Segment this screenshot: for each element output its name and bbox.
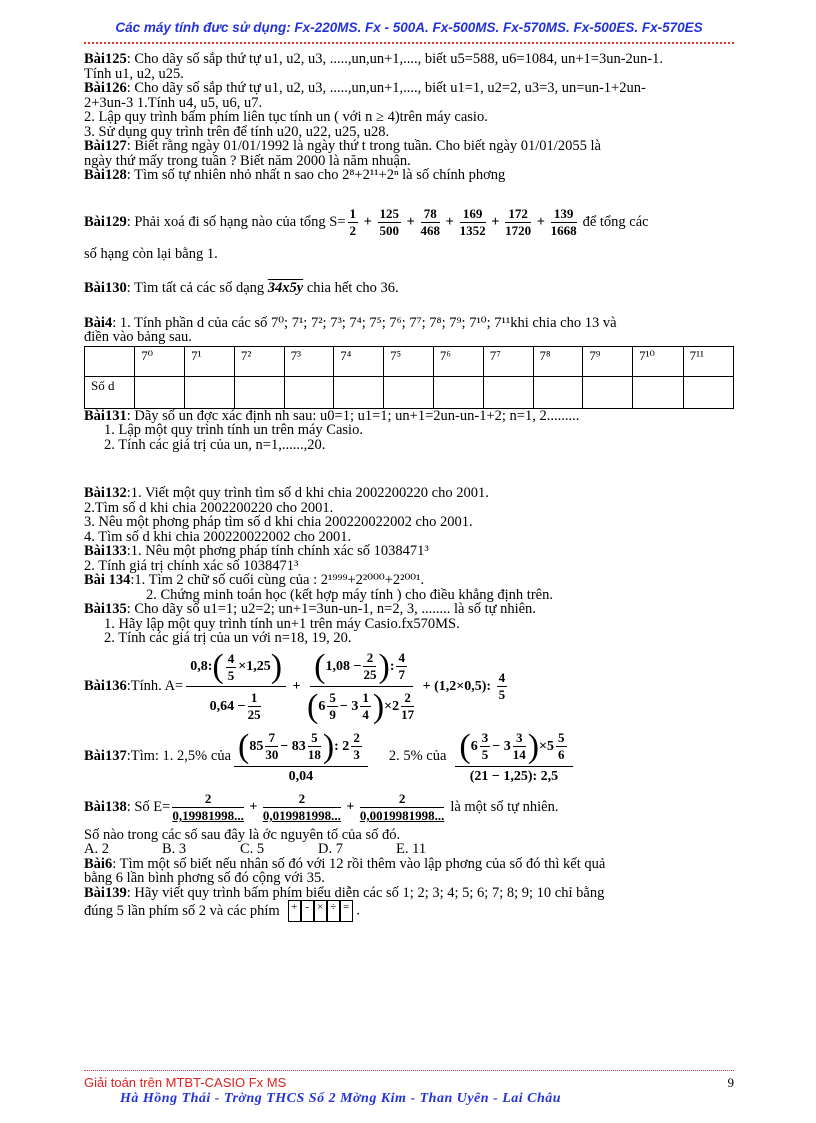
problem-137: Bài137 :Tìm: 1. 2,5% của ( 85 $\frac{7}{30}$ − 83 $\frac{5}{18}$ ) : 2 $\frac{2}{3}$ 0,04 2. 5% của ( 6 $\frac{3}{5}$ − 3 $\frac{3}{14}$ ) ×5 $\frac{5}{6}$ (21 − 1,25): 2,5 [84, 730, 734, 784]
page-footer: Giải toán trên MTBT-CASIO Fx MS 9 [84, 1075, 734, 1090]
table-header-cell: 7² [234, 346, 284, 376]
table-header-cell: 7⁸ [533, 346, 583, 376]
problem-132: Bài132:1. Viết một quy trình tìm số d khi chia 2002200220 cho 2001. [84, 485, 489, 501]
answer-cell[interactable] [533, 376, 583, 408]
answer-cell[interactable] [185, 376, 235, 408]
table-header-cell: 7⁶ [433, 346, 483, 376]
problem-127: Bài127: Biết rằng ngày 01/01/1992 là ngày thứ t trong tuần. Cho biết ngày 01/01/2055 là [84, 138, 601, 154]
plus-key-icon: + [288, 900, 301, 922]
plus-sign: + [403, 213, 419, 230]
answer-cell[interactable] [135, 376, 185, 408]
remainder-table [84, 346, 734, 409]
problem-4: Bài4: 1. Tính phần d của các số 7⁰; 7¹; 7²; 7³; 7⁴; 7⁵; 7⁶; 7⁷; 7⁸; 7⁹; 7¹⁰; 7¹¹khi chia cho 13 và [84, 314, 617, 331]
document-body: Bài125: Cho dãy số sắp thứ tự u1, u2, u3, .....,un,un+1,...., biết u5=588, u6=1084, un+1=3un-2un-1. Tính u1, u2, u25. Bài126: Cho dãy số sắp thứ tự u1, u2, u3, .....,un,un+1,...., biết u1=1, u2=2, u3=3, un=un-1+2un- 2+3un-3 1.Tính u4, u5, u6, u7. 2. Lập quy trình bấm phím liên tục tính un ( với n ≥ 4)trên máy casio. 3. Sử dụng quy trình trên để tính u20, u22, u25, u28. Bài127: Biết rằng ngày 01/01/1992 là ngày thứ t trong tuần. Cho biết ngày 01/01/2055 là ngày thứ mấy trong tuần ? Biết năm 2000 là năm nhuận. Bài128: Tìm số tự nhiên nhỏ nhất n sao cho 2⁸+2¹¹+2ⁿ là số chính phơng Bài129 : Phải xoá đi số hạng nào của tổng S= $\frac{1}{2}$ + $\frac{125}{500}$ + $\frac{78}{468}$ + $\frac{169}{1352}$ + $\frac{172}{1720}$ + $\frac{139}{1668}$ để tổng các số hạng còn lại bằng 1. Bài130: Tìm tất cả các số dạng 34x5y chia hết cho 36. Bài4: 1. Tính phần d của các số 7⁰; 7¹; 7²; 7³; 7⁴; 7⁵; 7⁶; 7⁷; 7⁸; 7⁹; 7¹⁰; 7¹¹khi chia cho 13 và điền vào bảng sau. 7⁰ 7¹ 7² 7³ 7⁴ 7⁵ 7⁶ 7⁷ 7⁸ 7⁹ 7¹⁰ 7¹¹ Số d Bài131: Dãy số un đợc xác định nh sau: u0=1; u1=1; un+1=2un-un-1+2; n=1, 2......... 1. Lập một quy trình tính un trên máy Casio. 2. Tính các giá trị của un, n=1,......,20. Bài132:1. Viết một quy trình tìm số d khi chia 2002200220 cho 2001. 2.Tìm số d khi chia 2002200220 cho 2001. 3. Nêu một phơng pháp tìm số d khi chia 200220022002 cho 2001. 4. Tìm số d khi chia 200220022002 cho 2001. Bài133:1. Nêu một phơng pháp tính chính xác số 1038471³ 2. Tính giá trị chính xác số 1038471³ Bài 134:1. Tìm 2 chữ số cuối cùng của : 2¹⁹⁹⁹+2²⁰⁰⁰+2²⁰⁰¹. 2. Chứng minh toán học (kết hợp máy tính ) cho điều khẳng định trên. Bài135: Cho dãy số u1=1; u2=2; un+1=3un-un-1, n=2, 3, ........ là số tự nhiên. 1. Hãy lập một quy trình tính un+1 trên máy Casio.fx570MS. 2. Tính các giá trị của un với n=18, 19, 20. Bài136 :Tính. A= 0,8: ( $\frac{4}{5}$ ×1,25 ) 0,64 − $\frac{1}{25}$ + ( 1,08 − $\frac{2}{25}$ ) : $\frac{4}{7}$ ( 6 $\frac{5}{9}$ − 3 $\frac{1}{4}$ ) ×2 $\frac{2}{17}$ + (1,2×0,5): $\frac{4}{5}$ Bài137 :Tìm: 1. 2,5% của ( 85 $\frac{7}{30}$ − 83 $\frac{5}{18}$ ) : 2 $\frac{2}{3}$ 0,04 2. 5% của ( 6 $\frac{3}{5}$ − 3 $\frac{3}{14}$ ) ×5 $\frac{5}{6}$ (21 − 1,25): 2,5 Bài138 : Số E= $\frac{2}{0,19981998...}$ + $\frac{2}{0,019981998...}$ + $\frac{2}{0,0019981998...}$ là một số tự nhiên. Số nào trong các số sau đây là ớc nguyên tố của số đó. A. 2 B. 3 C. 5 D. 7 E. 11 Bài6: Tìm một số biết nếu nhân số đó với 12 rồi thêm vào lập phơng của số đó thì kết quả bằng 6 lần bình phơng số đó cộng với 35. Bài139: Hãy viết quy trình bấm phím biểu diễn các số 1; 2; 3; 4; 5; 6; 7; 8; 9; 10 chỉ bằng đúng 5 lần phím số 2 và các phím + - × ÷ = . [84, 52, 734, 922]
equals-key-icon: = [340, 900, 353, 922]
sum-fractions [346, 206, 579, 239]
fraction: $\frac{2}{0,0019981998...}$ [359, 791, 445, 823]
problem-139: Bài139: Hãy viết quy trình bấm phím biểu diễn các số 1; 2; 3; 4; 5; 6; 7; 8; 9; 10 chỉ bằng [84, 884, 605, 901]
answer-cell[interactable] [633, 376, 683, 408]
fraction: $\frac{2}{0,19981998...}$ [172, 791, 244, 823]
minus-key-icon: - [301, 900, 314, 922]
problem-126: Bài126: Cho dãy số sắp thứ tự u1, u2, u3, .....,un,un+1,...., biết u1=1, u2=2, u3=3, un=un-1+2un- [84, 80, 646, 96]
table-header-row [85, 346, 734, 376]
table-header-cell: 7¹ [185, 346, 235, 376]
choice-option: D. 7 [318, 841, 343, 857]
expression-137-1: ( 85 $\frac{7}{30}$ − 83 $\frac{5}{18}$ ) : 2 $\frac{2}{3}$ 0,04 [231, 730, 371, 784]
expression-136: 0,8: ( $\frac{4}{5}$ ×1,25 ) 0,64 − $\frac{1}{25}$ + ( 1,08 − $\frac{2}{25}$ ) : $\frac{4}{7}$ ( 6 $\frac{5}{9}$ − 3 $\frac{1}{4}$ ) ×2 $\frac{2}{17}$ + (1,2×0,5): $\frac{4}{5}$ [183, 650, 509, 724]
table-header-cell [85, 346, 135, 376]
divide-key-icon: ÷ [327, 900, 340, 922]
choice-option: E. 11 [396, 841, 427, 857]
header-divider [84, 42, 734, 44]
table-row [85, 376, 734, 408]
answer-cell[interactable] [433, 376, 483, 408]
table-header-cell: 7⁰ [135, 346, 185, 376]
author-line: Hà Hồng Thái - Trờng THCS Số 2 Mờng Kim - Than Uyên - Lai Châu [120, 1091, 562, 1106]
page-number: 9 [727, 1075, 734, 1090]
answer-cell[interactable] [384, 376, 434, 408]
fraction: $\frac{2}{0,019981998...}$ [262, 791, 341, 823]
problem-134: Bài 134:1. Tìm 2 chữ số cuối cùng của : 2¹⁹⁹⁹+2²⁰⁰⁰+2²⁰⁰¹. [84, 572, 425, 588]
expression-137-2: ( 6 $\frac{3}{5}$ − 3 $\frac{3}{14}$ ) ×5 $\frac{5}{6}$ (21 − 1,25): 2,5 [452, 730, 575, 784]
problem-138: Bài138 : Số E= $\frac{2}{0,19981998...}$ + $\frac{2}{0,019981998...}$ + $\frac{2}{0,0019981998...}$ là một số tự nhiên. [84, 791, 559, 823]
answer-cell[interactable] [483, 376, 533, 408]
answer-cell[interactable] [583, 376, 633, 408]
table-header-cell: 7⁵ [384, 346, 434, 376]
problem-133: Bài133:1. Nêu một phơng pháp tính chính xác số 1038471³ [84, 543, 429, 559]
answer-cell[interactable] [334, 376, 384, 408]
plus-sign: + [533, 213, 549, 230]
choice-option: B. 3 [162, 841, 187, 857]
times-key-icon: × [314, 900, 327, 922]
problem-6: Bài6: Tìm một số biết nếu nhân số đó với 12 rồi thêm vào lập phơng của số đó thì kết quả [84, 855, 606, 872]
fraction: $\frac{1}{2}$ [349, 206, 357, 238]
answer-cell[interactable] [234, 376, 284, 408]
table-header-cell: 7⁷ [483, 346, 533, 376]
fraction: $\frac{139}{1668}$ [550, 206, 577, 238]
row-label: Số d [85, 376, 135, 408]
fraction: $\frac{78}{468}$ [420, 206, 441, 238]
fraction: $\frac{125}{500}$ [379, 206, 400, 238]
table-header-cell: 7¹¹ [683, 346, 733, 376]
answer-cell[interactable] [683, 376, 733, 408]
problem-136: Bài136 :Tính. A= 0,8: ( $\frac{4}{5}$ ×1,25 ) 0,64 − $\frac{1}{25}$ + ( 1,08 − $\frac{2}{25}$ ) : $\frac{4}{7}$ ( 6 $\frac{5}{9}$ − 3 $\frac{1}{4}$ ) ×2 $\frac{2}{17}$ + (1,2×0,5): $\frac{4}{5}$ [84, 650, 734, 724]
choice-option: A. 2 [84, 841, 109, 857]
answer-choices [84, 842, 734, 857]
plus-sign: + [487, 213, 504, 230]
expression-138: $\frac{2}{0,19981998...}$ + $\frac{2}{0,019981998...}$ + $\frac{2}{0,0019981998...}$ [172, 791, 445, 823]
problem-130: Bài130: Tìm tất cả các số dạng 34x5y chia hết cho 36. [84, 280, 399, 296]
plus-sign: + [442, 213, 458, 230]
footer-divider [84, 1070, 734, 1071]
table-header-cell: 7⁹ [583, 346, 633, 376]
fraction: $\frac{169}{1352}$ [459, 206, 486, 238]
fraction: $\frac{172}{1720}$ [505, 206, 532, 238]
problem-125: Bài125: Cho dãy số sắp thứ tự u1, u2, u3, .....,un,un+1,...., biết u5=588, u6=1084, un+1=3un-2un-1. [84, 51, 663, 67]
table-header-cell: 7¹⁰ [633, 346, 683, 376]
table-header-cell: 7⁴ [334, 346, 384, 376]
operator-keys: + - × ÷ = . [288, 900, 360, 922]
problem-129: Bài129 : Phải xoá đi số hạng nào của tổng S= $\frac{1}{2}$ + $\frac{125}{500}$ + $\frac{78}{468}$ + $\frac{169}{1352}$ + $\frac{172}{1720}$ + $\frac{139}{1668}$ để tổng các [84, 206, 649, 238]
choice-option: C. 5 [240, 841, 265, 857]
problem-135: Bài135: Cho dãy số u1=1; u2=2; un+1=3un-un-1, n=2, 3, ........ là số tự nhiên. [84, 601, 536, 617]
plus-sign: + [360, 213, 376, 230]
problem-131: Bài131: Dãy số un đợc xác định nh sau: u0=1; u1=1; un+1=2un-un-1+2; n=1, 2......... [84, 407, 580, 424]
page-header: Các máy tính đưc sử dụng: Fx-220MS. Fx - 500A. Fx-500MS. Fx-570MS. Fx-500ES. Fx-570ES [115, 20, 703, 35]
answer-cell[interactable] [284, 376, 334, 408]
problem-128: Bài128: Tìm số tự nhiên nhỏ nhất n sao cho 2⁸+2¹¹+2ⁿ là số chính phơng [84, 167, 506, 183]
table-header-cell: 7³ [284, 346, 334, 376]
